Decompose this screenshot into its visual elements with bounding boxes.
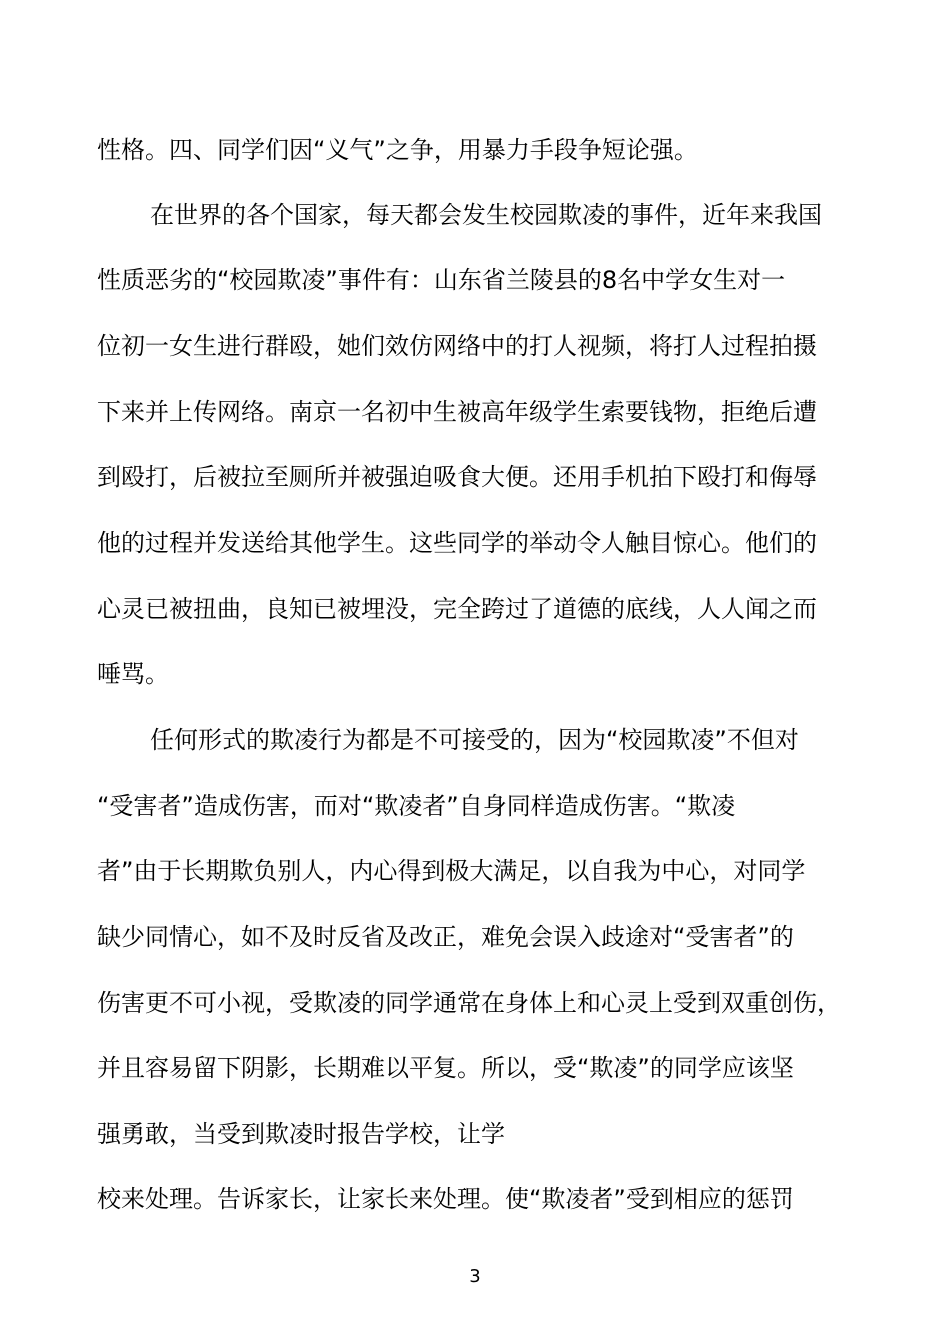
paragraph-3-line-3: 者”由于长期欺负别人，内心得到极大满足，以自我为中心，对同学 — [97, 857, 806, 885]
paragraph-2-line-7: 心灵已被扭曲，良知已被埋没，完全跨过了道德的底线，人人闻之而 — [97, 595, 817, 623]
page-number: 3 — [469, 1266, 481, 1287]
paragraph-2-line-4: 下来并上传网络。南京一名初中生被高年级学生索要钱物，拒绝后遭 — [97, 398, 817, 426]
paragraph-2-line-2: 性质恶劣的“校园欺凌”事件有：山东省兰陵县的8名中学女生对一 — [97, 266, 786, 294]
paragraph-3-line-8: 校来处理。告诉家长，让家长来处理。使“欺凌者”受到相应的惩罚 — [97, 1185, 794, 1213]
paragraph-3-line-1: 任何形式的欺凌行为都是不可接受的，因为“校园欺凌”不但对 — [150, 726, 799, 754]
paragraph-3-line-4: 缺少同情心，如不及时反省及改正，难免会误入歧途对“受害者”的 — [97, 923, 794, 951]
paragraph-3-line-6: 并且容易留下阴影，长期难以平复。所以，受“欺凌”的同学应该坚 — [97, 1054, 794, 1082]
paragraph-2-line-5: 到殴打，后被拉至厕所并被强迫吸食大便。还用手机拍下殴打和侮辱 — [97, 463, 817, 491]
paragraph-2-line-1: 在世界的各个国家，每天都会发生校园欺凌的事件，近年来我国 — [150, 201, 822, 229]
paragraph-3-line-2: “受害者”造成伤害，而对“欺凌者”自身同样造成伤害。“欺凌 — [97, 792, 736, 820]
paragraph-2-line-8: 唾骂。 — [97, 660, 169, 688]
paragraph-3-line-5: 伤害更不可小视，受欺凌的同学通常在身体上和心灵上受到双重创伤， — [97, 989, 841, 1017]
paragraph-3-line-7: 强勇敢，当受到欺凌时报告学校，让学 — [97, 1120, 505, 1148]
paragraph-2-line-6: 他的过程并发送给其他学生。这些同学的举动令人触目惊心。他们的 — [97, 529, 817, 557]
text-line-1: 性格。四、同学们因“义气”之争，用暴力手段争短论强。 — [97, 136, 698, 164]
paragraph-2-line-3: 位初一女生进行群殴，她们效仿网络中的打人视频，将打人过程拍摄 — [97, 332, 817, 360]
